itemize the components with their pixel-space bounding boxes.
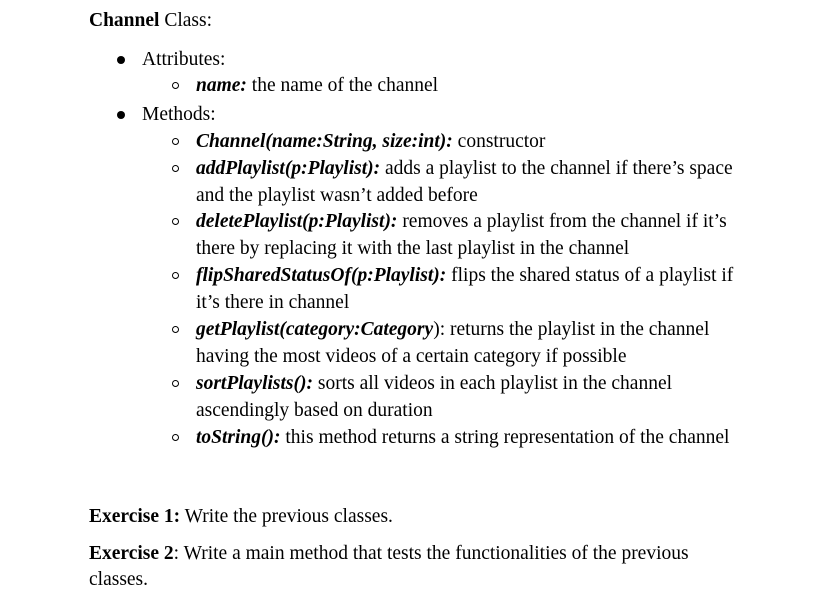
method-desc: removes a playlist from the channel if it’s: [397, 211, 727, 232]
exercise-label: Exercise 1:: [89, 506, 181, 527]
methods-label: Methods:: [142, 104, 216, 125]
method-item: [196, 372, 672, 396]
method-signature: deletePlaylist(p:Playlist):: [196, 211, 398, 232]
method-item: [196, 210, 727, 234]
circle-bullet-method-0: [172, 138, 179, 145]
method-desc: adds a playlist to the channel if there’s space: [380, 158, 733, 179]
method-signature: toString():: [196, 427, 281, 448]
attributes-label: Attributes:: [142, 49, 226, 70]
method-signature: getPlaylist(category:Category: [196, 319, 434, 340]
method-item: [196, 264, 733, 288]
exercise-text: : Write a main method that tests the functionalities of the previous: [173, 543, 689, 564]
circle-bullet-method-6: [172, 434, 179, 441]
method-desc: constructor: [452, 131, 546, 152]
method-signature-close: ): [433, 319, 440, 340]
method-desc-continuation: there by replacing it with the last playlist in the channel: [196, 238, 630, 259]
exercise-2: [89, 542, 689, 566]
method-signature: Channel(name:String, size:int):: [196, 131, 453, 152]
method-item: [196, 426, 729, 450]
circle-bullet-attr-0: [172, 82, 179, 89]
attribute-name: name:: [196, 75, 247, 96]
class-heading: [89, 9, 212, 33]
exercise-text: Write the previous classes.: [180, 506, 393, 527]
method-item: [196, 130, 545, 154]
method-desc-continuation: and the playlist wasn’t added before: [196, 185, 478, 206]
method-signature: flipSharedStatusOf(p:Playlist):: [196, 265, 447, 286]
method-desc-continuation: it’s there in channel: [196, 292, 350, 313]
method-desc: sorts all videos in each playlist in the channel: [313, 373, 673, 394]
exercise-text-continuation: classes.: [89, 569, 149, 590]
method-item: [196, 157, 733, 181]
class-heading-suffix: Class:: [159, 10, 213, 31]
circle-bullet-method-4: [172, 326, 179, 333]
attribute-desc: the name of the channel: [246, 75, 439, 96]
exercise-1: [89, 505, 393, 529]
method-desc: : returns the playlist in the channel: [439, 319, 710, 340]
circle-bullet-method-2: [172, 218, 179, 225]
circle-bullet-method-1: [172, 165, 179, 172]
method-desc-continuation: having the most videos of a certain category if possible: [196, 346, 627, 367]
circle-bullet-method-5: [172, 380, 179, 387]
circle-bullet-method-3: [172, 272, 179, 279]
method-signature: addPlaylist(p:Playlist):: [196, 158, 381, 179]
attribute-item: [196, 74, 438, 98]
method-desc-continuation: ascendingly based on duration: [196, 400, 433, 421]
bullet-attributes: [117, 56, 125, 64]
exercise-label: Exercise 2: [89, 543, 174, 564]
method-desc: this method returns a string representation of the channel: [280, 427, 730, 448]
bullet-methods: [117, 111, 125, 119]
class-heading-name: Channel: [89, 10, 160, 31]
method-desc: flips the shared status of a playlist if: [446, 265, 734, 286]
method-signature: sortPlaylists():: [196, 373, 313, 394]
method-item: [196, 318, 709, 342]
